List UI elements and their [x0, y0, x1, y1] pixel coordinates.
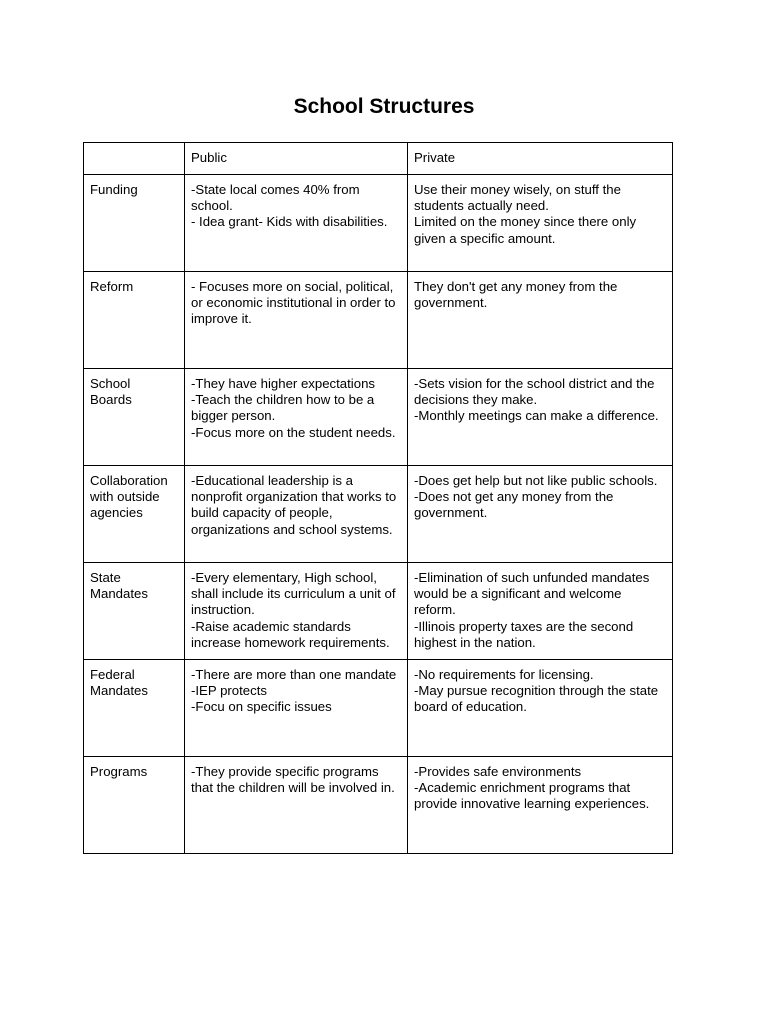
category-cell-line: Collaboration	[90, 473, 168, 488]
category-cell	[84, 757, 185, 854]
public-cell	[185, 175, 408, 272]
private-cell-line: They don't get any money from the government.	[414, 279, 618, 311]
private-cell-line: -Monthly meetings can make a difference.	[414, 408, 659, 424]
private-cell-line: Use their money wisely, on stuff the students actually need.	[414, 182, 621, 214]
private-cell	[408, 175, 673, 272]
page-title: School Structures	[293, 95, 475, 118]
private-cell	[408, 757, 673, 854]
category-cell	[84, 660, 185, 757]
public-cell-line: -Focu on specific issues	[191, 699, 332, 715]
category-cell-line: Mandates	[90, 586, 148, 602]
header-cell-public: Public	[185, 143, 408, 175]
public-cell-line: -Teach the children how to be a bigger person.	[191, 392, 375, 424]
table-row	[84, 272, 673, 369]
category-cell-line: with outside	[90, 489, 160, 505]
public-cell	[185, 660, 408, 757]
category-cell-line: Reform	[90, 279, 134, 294]
school-structures-table	[83, 142, 673, 854]
table-row	[84, 660, 673, 757]
private-cell	[408, 660, 673, 757]
table-row	[84, 175, 673, 272]
public-cell	[185, 466, 408, 563]
table-row	[84, 466, 673, 563]
private-cell-line: -Does not get any money from the government.	[414, 489, 614, 521]
public-cell-line: -They have higher expectations	[191, 376, 376, 391]
category-cell	[84, 563, 185, 660]
public-cell-line: - Focuses more on social, political, or economic institutional in order to improve it.	[191, 279, 396, 327]
public-cell	[185, 369, 408, 466]
public-cell-line: -State local comes 40% from school.	[191, 182, 360, 214]
category-cell-line: State	[90, 570, 121, 585]
category-cell	[84, 272, 185, 369]
table-row	[84, 563, 673, 660]
table-body	[84, 175, 673, 854]
table-header-row	[84, 143, 673, 175]
category-cell-line: agencies	[90, 505, 143, 521]
private-cell-line: -Illinois property taxes are the second highest in the nation.	[414, 618, 634, 650]
public-cell-line: -IEP protects	[191, 683, 267, 699]
private-cell	[408, 563, 673, 660]
header-cell-private: Private	[408, 143, 673, 175]
private-cell-line: -Does get help but not like public schools.	[414, 473, 658, 488]
private-cell-line: -Provides safe environments	[414, 764, 582, 779]
private-cell	[408, 369, 673, 466]
private-cell-line: -No requirements for licensing.	[414, 667, 594, 682]
private-cell	[408, 272, 673, 369]
public-cell	[185, 563, 408, 660]
public-cell-line: -They provide specific programs that the children will be involved in.	[191, 764, 395, 796]
category-cell-line: Mandates	[90, 683, 148, 699]
public-cell-line: -Focus more on the student needs.	[191, 424, 396, 440]
category-cell	[84, 175, 185, 272]
private-cell-line: Limited on the money since there only given a specific amount.	[414, 214, 637, 246]
table-row	[84, 369, 673, 466]
private-cell-line: -Sets vision for the school district and the decisions they make.	[414, 376, 655, 408]
category-cell-line: School	[90, 376, 131, 391]
private-cell-line: -May pursue recognition through the state board of education.	[414, 683, 659, 715]
category-cell-line: Boards	[90, 392, 132, 408]
private-cell-line: -Academic enrichment programs that provide innovative learning experiences.	[414, 780, 650, 812]
public-cell	[185, 272, 408, 369]
public-cell-line: -Every elementary, High school, shall include its curriculum a unit of instruction.	[191, 570, 396, 618]
category-cell-line: Federal	[90, 667, 135, 682]
public-cell-line: -Raise academic standards increase homework requirements.	[191, 618, 390, 650]
category-cell-line: Programs	[90, 764, 148, 779]
private-cell-line: -Elimination of such unfunded mandates would be a significant and welcome reform.	[414, 570, 650, 618]
category-cell	[84, 466, 185, 563]
header-cell-category	[84, 143, 185, 175]
public-cell-line: -There are more than one mandate	[191, 667, 397, 682]
public-cell-line: - Idea grant- Kids with disabilities.	[191, 214, 388, 230]
table-row	[84, 757, 673, 854]
public-cell	[185, 757, 408, 854]
category-cell	[84, 369, 185, 466]
private-cell	[408, 466, 673, 563]
public-cell-line: -Educational leadership is a nonprofit organization that works to build capacity of people, organizations and school systems.	[191, 473, 397, 537]
category-cell-line: Funding	[90, 182, 138, 197]
